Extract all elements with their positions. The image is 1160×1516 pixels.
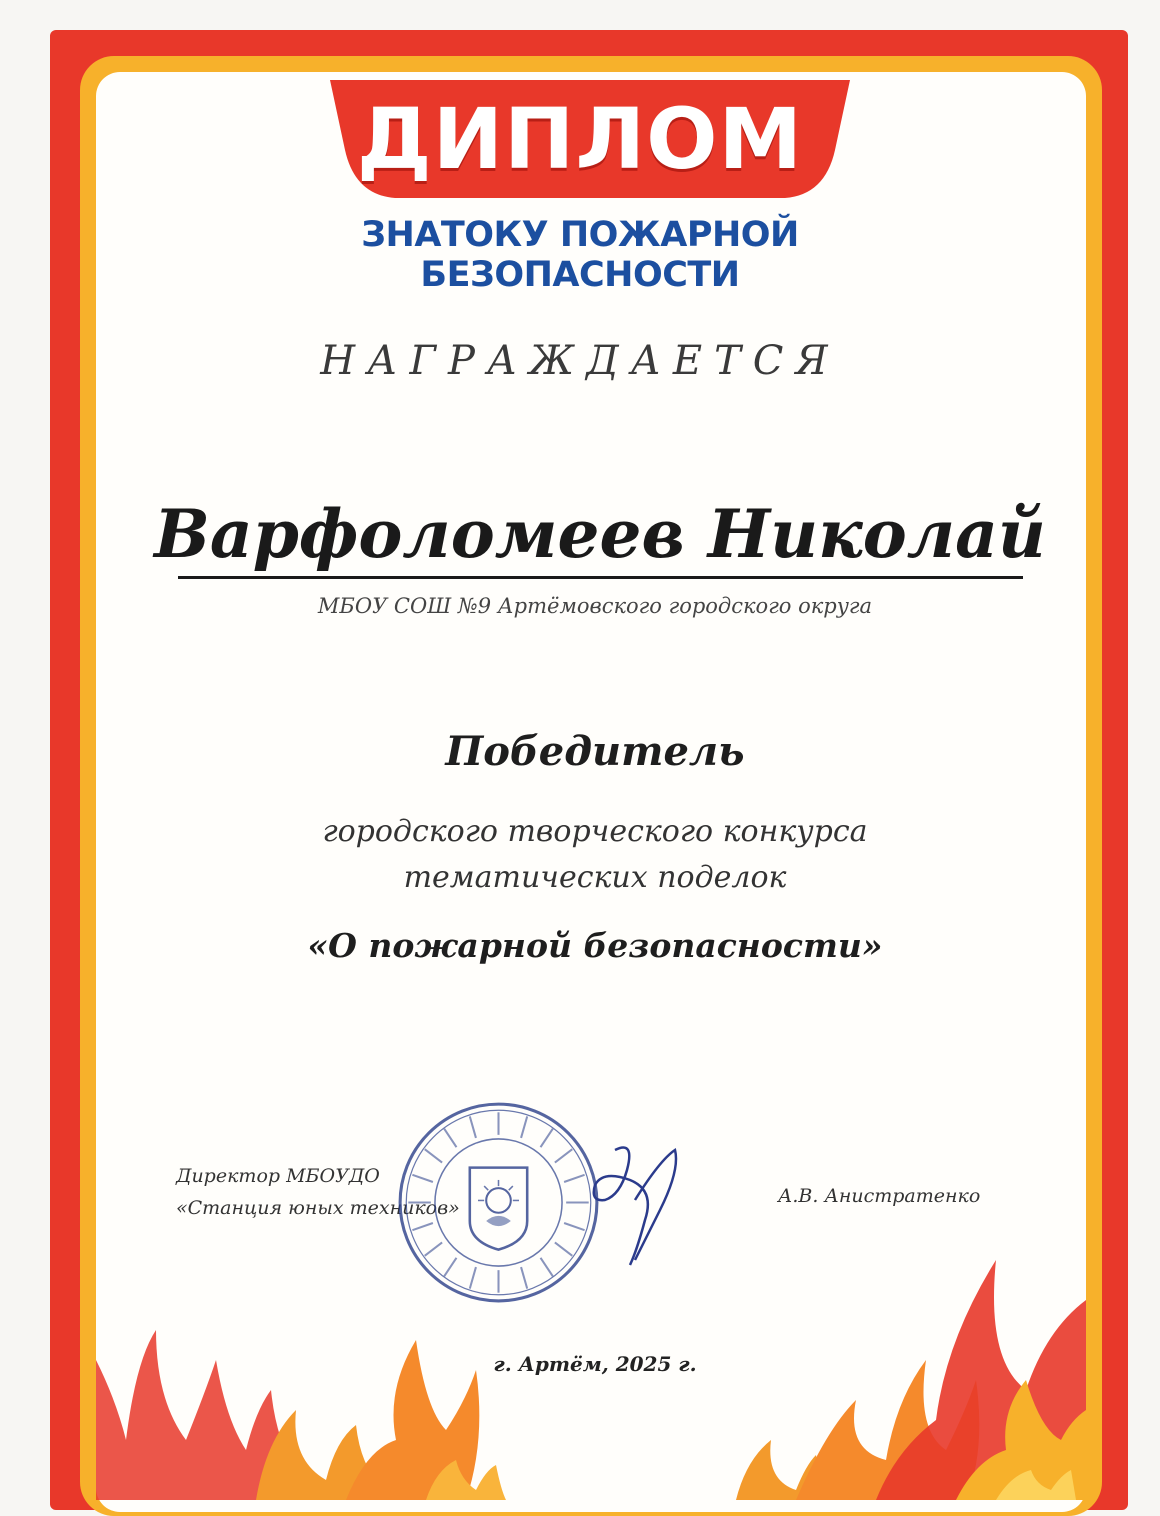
subtitle-line-1: ЗНАТОКУ ПОЖАРНОЙ (361, 215, 799, 255)
diploma-title: ДИПЛОМ (356, 90, 804, 188)
director-line-1: Директор МБОУДО (176, 1165, 380, 1187)
place-date: г. Артём, 2025 г. (493, 1352, 697, 1376)
achievement-title: Победитель (445, 728, 745, 775)
recipient-name: Варфоломеев Николай (154, 495, 1046, 573)
contest-line-2: тематических поделок (403, 860, 787, 895)
contest-line-1: городского творческого конкурса (322, 814, 868, 849)
contest-name: «О пожарной безопасности» (307, 926, 883, 965)
subtitle-line-2: БЕЗОПАСНОСТИ (420, 255, 740, 295)
signer-name: А.В. Анистратенко (778, 1185, 981, 1207)
awarded-label: НАГРАЖДАЕТСЯ (320, 338, 840, 384)
director-line-2: «Станция юных техников» (176, 1197, 460, 1219)
name-underline (178, 576, 1023, 579)
recipient-school: МБОУ СОШ №9 Артёмовского городского округа (317, 594, 873, 618)
